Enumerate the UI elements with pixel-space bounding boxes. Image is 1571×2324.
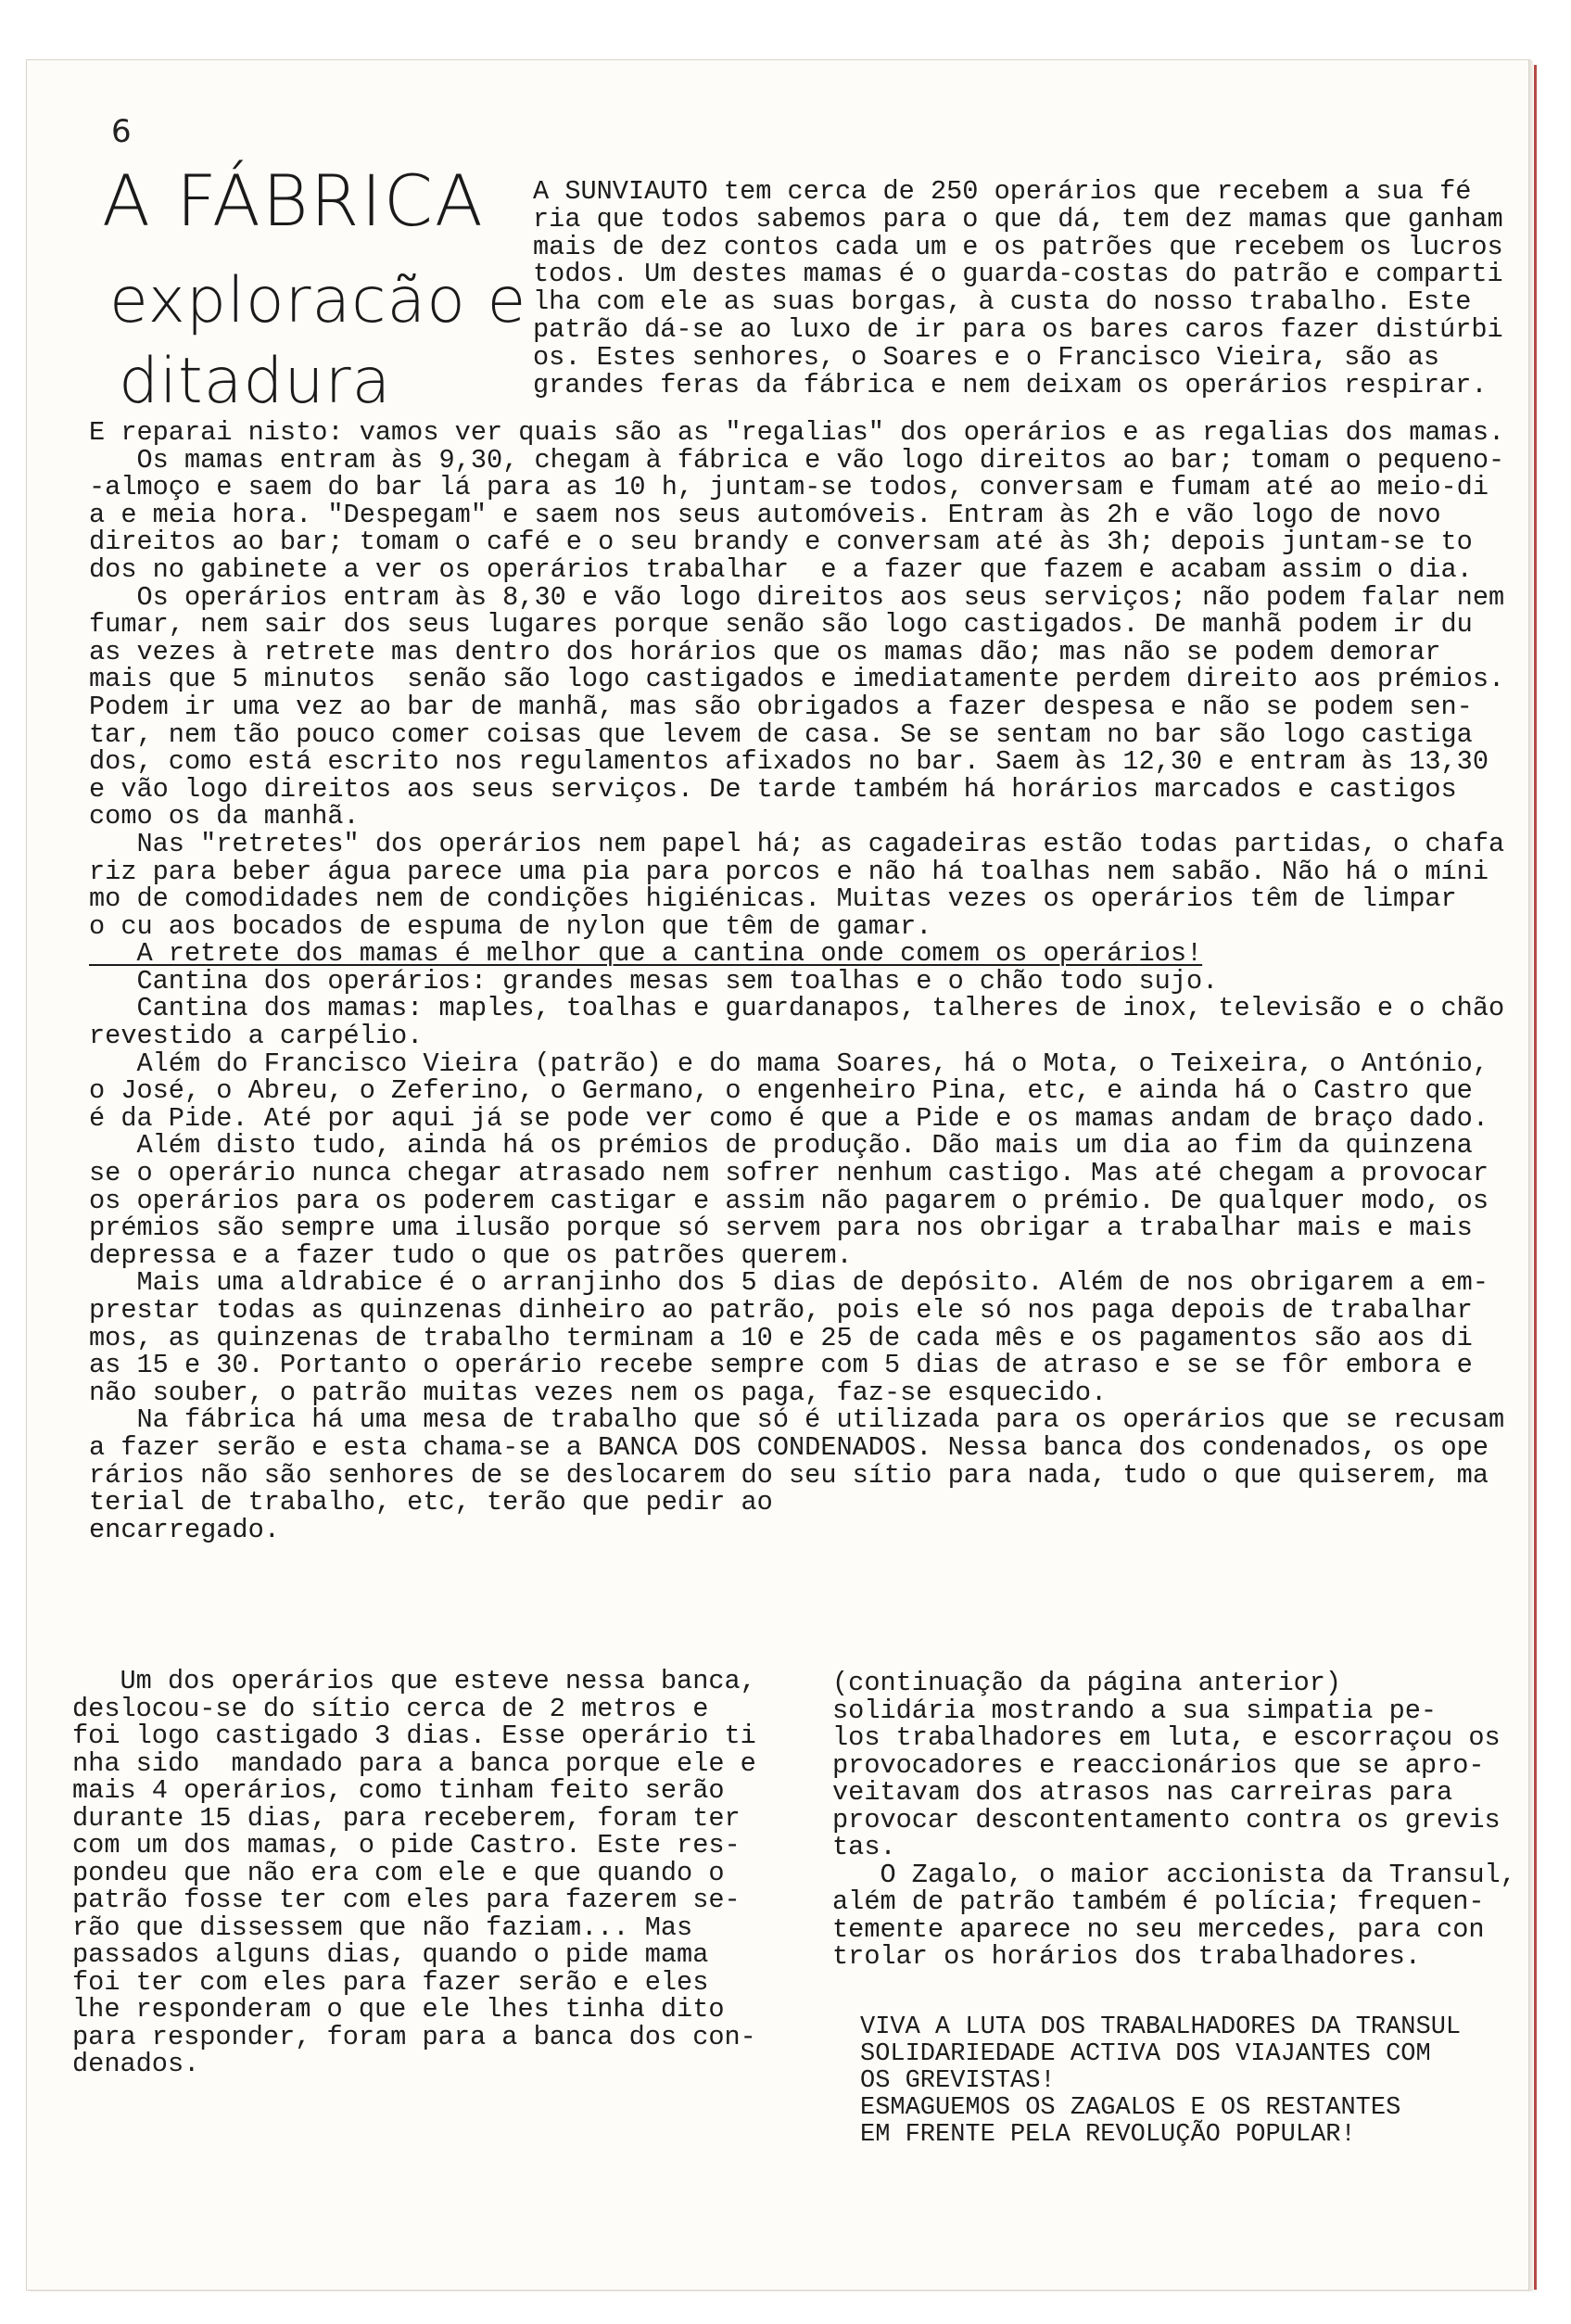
body-text-line: Cantina dos operários: grandes mesas sem toalhas e o chão todo sujo. [89,965,1219,997]
body-text-line: direitos ao bar; tomam o café e o seu brandy e conversam até às 3h; depois juntam-se to [89,527,1473,558]
intro-text-line: patrão dá-se ao luxo de ir para os bares caros fazer distúrbi [533,313,1503,345]
body-text-line: revestido a carpélio. [89,1021,424,1052]
continuation-text-line: O Zagalo, o maior accionista da Transul, [832,1859,1516,1890]
body-text-line: tar, nem tão pouco comer coisas que levem de casa. Se se sentam no bar são logo castiga [89,718,1473,750]
body-text-line: Podem ir uma vez ao bar de manhã, mas são obrigados a fazer despesa e não se podem sen- [89,691,1473,722]
body-text-line: a fazer serão e esta chama-se a BANCA DOS CONDENADOS. Nessa banca dos condenados, os ope [89,1431,1489,1463]
left-column-text-line: passados alguns dias, quando o pide mama [72,1939,709,1970]
left-column-text-line: patrão fosse ter com eles para fazerem se- [72,1885,741,1915]
body-text-line: A retrete dos mamas é melhor que a cantina onde comem os operários! [89,938,1203,970]
body-text-line: dos, como está escrito nos regulamentos afixados no bar. Saem às 12,30 e entram às 13,30 [89,746,1489,778]
slogan-line: VIVA A LUTA DOS TRABALHADORES DA TRANSUL [860,2013,1462,2041]
body-text-line: depressa e a fazer tudo o que os patrões querem. [89,1239,853,1271]
body-text-line: é da Pide. Até por aqui já se pode ver como é que a Pide e os mamas andam de braço dado. [89,1102,1489,1134]
continuation-text-line: solidária mostrando a sua simpatia pe- [832,1695,1438,1726]
left-column-text-line: Um dos operários que esteve nessa banca, [72,1666,756,1696]
intro-text-line: A SUNVIAUTO tem cerca de 250 operários que recebem a sua fé [533,176,1472,207]
body-text-line: Os mamas entram às 9,30, chegam à fábrica e vão logo direitos ao bar; tomam o pequeno- [89,444,1505,476]
body-text-line: não souber, o patrão muitas vezes nem os paga, faz-se esquecido. [89,1377,1108,1408]
body-text-line: E reparai nisto: vamos ver quais são as "regalias" dos operários e as regalias dos mamas. [89,417,1505,448]
continuation-text-line: além de patrão também é polícia; frequen- [832,1886,1485,1917]
intro-text-line: mais de dez contos cada um e os patrões que recebem os lucros [533,231,1503,262]
body-text-line: riz para beber água parece uma pia para porcos e não há toalhas nem sabão. Não há o míni [89,856,1489,887]
body-text-line: o cu aos bocados de espuma de nylon que têm de gamar. [89,910,932,942]
body-text-line: mais que 5 minutos senão são logo castigados e imediatamente perdem direito aos prémios. [89,664,1505,695]
continuation-column [832,1670,1537,1971]
left-column-text-line: foi ter com eles para fazer serão e eles [72,1966,709,1998]
article-subtitle-line-2: ditadura [119,345,392,418]
continuation-text-line: provocadores e reaccionários que se apro- [832,1749,1485,1781]
body-text-line: fumar, nem sair dos seus lugares porque senão são logo castigados. De manhã podem ir du [89,609,1473,641]
continuation-text-line: temente aparece no seu mercedes, para con [832,1913,1485,1945]
body-text-line: prémios são sempre uma ilusão porque só servem para nos obrigar a trabalhar mais e mais [89,1213,1473,1244]
article-body [89,419,1544,1543]
slogan-line: OS GREVISTAS! [860,2067,1056,2095]
left-column-text-line: nha sido mandado para a banca porque ele e [72,1747,756,1779]
body-text-line: mo de comodidades nem de condições higiénicas. Muitas vezes os operários têm de limpar [89,883,1457,915]
left-column-text-line: deslocou-se do sítio cerca de 2 metros e [72,1693,709,1724]
body-text-line: Os operários entram às 8,30 e vão logo direitos aos seus serviços; não podem falar nem [89,581,1505,613]
intro-text-line: ria que todos sabemos para o que dá, tem dez mamas que ganham [533,203,1503,235]
left-column-text-line: mais 4 operários, como tinham feito serão [72,1775,725,1806]
body-text-line: Além disto tudo, ainda há os prémios de produção. Dão mais um dia ao fim da quinzena [89,1130,1473,1162]
article-title: A FÁBRICA [102,159,485,242]
left-column-text-line: para responder, foram para a banca dos con- [72,2021,756,2052]
left-column-text-line: com um dos mamas, o pide Castro. Este res- [72,1830,741,1860]
slogan-line: SOLIDARIEDADE ACTIVA DOS VIAJANTES COM [860,2040,1431,2068]
page-number: 6 [111,113,132,150]
left-column-text-line: durante 15 dias, para receberem, foram ter [72,1802,741,1834]
continuation-text-line: veitavam dos atrasos nas carreiras para [832,1777,1453,1808]
body-text-line: mos, as quinzenas de trabalho terminam a 10 e 25 de cada mês e os pagamentos são aos di [89,1322,1473,1353]
intro-text-line: lha com ele as suas borgas, à custa do nosso trabalho. Este [533,286,1472,318]
continuation-text-line: los trabalhadores em luta, e escorraçou os [832,1722,1501,1753]
continuation-text-line: provocar descontentamento contra os grevis [832,1804,1501,1835]
body-text-line: as vezes à retrete mas dentro dos horários que os mamas dão; mas não se podem demorar [89,636,1441,667]
intro-text-line: todos. Um destes mamas é o guarda-costas do patrão e comparti [533,259,1503,290]
slogan-block [860,2014,1546,2149]
continuation-text-line: (continuação da página anterior) [832,1668,1342,1698]
body-text-line: a e meia hora. "Despegam" e saem nos seus automóveis. Entram às 2h e vão logo de novo [89,499,1441,530]
continuation-text-line: trolar os horários dos trabalhadores. [832,1941,1421,1972]
body-text-line: como os da manhã. [89,801,360,832]
body-text-line: dos no gabinete a ver os operários trabalhar e a fazer que fazem e acabam assim o dia. [89,553,1473,585]
article-intro [533,178,1534,399]
slogan-line: EM FRENTE PELA REVOLUÇÃO POPULAR! [860,2121,1356,2149]
left-column-text-line: pondeu que não era com ele e que quando o [72,1857,725,1888]
body-text-line: prestar todas as quinzenas dinheiro ao patrão, pois ele só nos paga depois de trabalhar [89,1295,1473,1326]
body-text-line: terial de trabalho, etc, terão que pedir ao [89,1487,773,1518]
body-text-line: Nas "retretes" dos operários nem papel há; as cagadeiras estão todas partidas, o chafa [89,828,1505,859]
left-column-text-line: denados. [72,2049,200,2079]
body-text-line: Cantina dos mamas: maples, toalhas e guardanapos, talheres de inox, televisão e o chão [89,993,1505,1024]
intro-text-line: grandes feras da fábrica e nem deixam os operários respirar. [533,369,1488,400]
body-text-line: o José, o Abreu, o Zeferino, o Germano, o engenheiro Pina, etc, e ainda há o Castro que [89,1075,1473,1107]
body-text-line: rários não são senhores de se deslocarem do seu sítio para nada, tudo o que quiserem, ma [89,1459,1489,1491]
body-text-line: -almoço e saem do bar lá para as 10 h, juntam-se todos, conversam e fumam até ao meio-di [89,472,1489,503]
left-column-text-line: lhe responderam o que ele lhes tinha dito [72,1994,725,2025]
body-text-line: Além do Francisco Vieira (patrão) e do mama Soares, há o Mota, o Teixeira, o António, [89,1048,1489,1079]
slogan-line: ESMAGUEMOS OS ZAGALOS E OS RESTANTES [860,2094,1401,2122]
left-column-text-line: foi logo castigado 3 dias. Esse operário ti [72,1721,756,1751]
body-text-line: os operários para os poderem castigar e assim não pagarem o prémio. De qualquer modo, os [89,1185,1489,1216]
body-text-line: encarregado. [89,1514,280,1545]
article-subtitle-line-1: exploracão e [109,264,527,337]
body-text-line: se o operário nunca chegar atrasado nem sofrer nenhum castigo. Mas até chegam a provocar [89,1158,1489,1189]
intro-text-line: os. Estes senhores, o Soares e o Francisco Vieira, são as [533,341,1440,373]
article-left-column [72,1668,777,2078]
continuation-text-line: tas. [832,1832,896,1862]
body-text-line: e vão logo direitos aos seus serviços. De tarde também há horários marcados e castigos [89,773,1457,805]
body-text-line: as 15 e 30. Portanto o operário recebe sempre com 5 dias de atraso e se se fôr embora e [89,1350,1473,1381]
body-text-line: Mais uma aldrabice é o arranjinho dos 5 dias de depósito. Além de nos obrigarem a em- [89,1267,1489,1299]
left-column-text-line: rão que dissessem que não faziam... Mas [72,1911,693,1943]
body-text-line: Na fábrica há uma mesa de trabalho que só é utilizada para os operários que se recusam [89,1404,1505,1436]
